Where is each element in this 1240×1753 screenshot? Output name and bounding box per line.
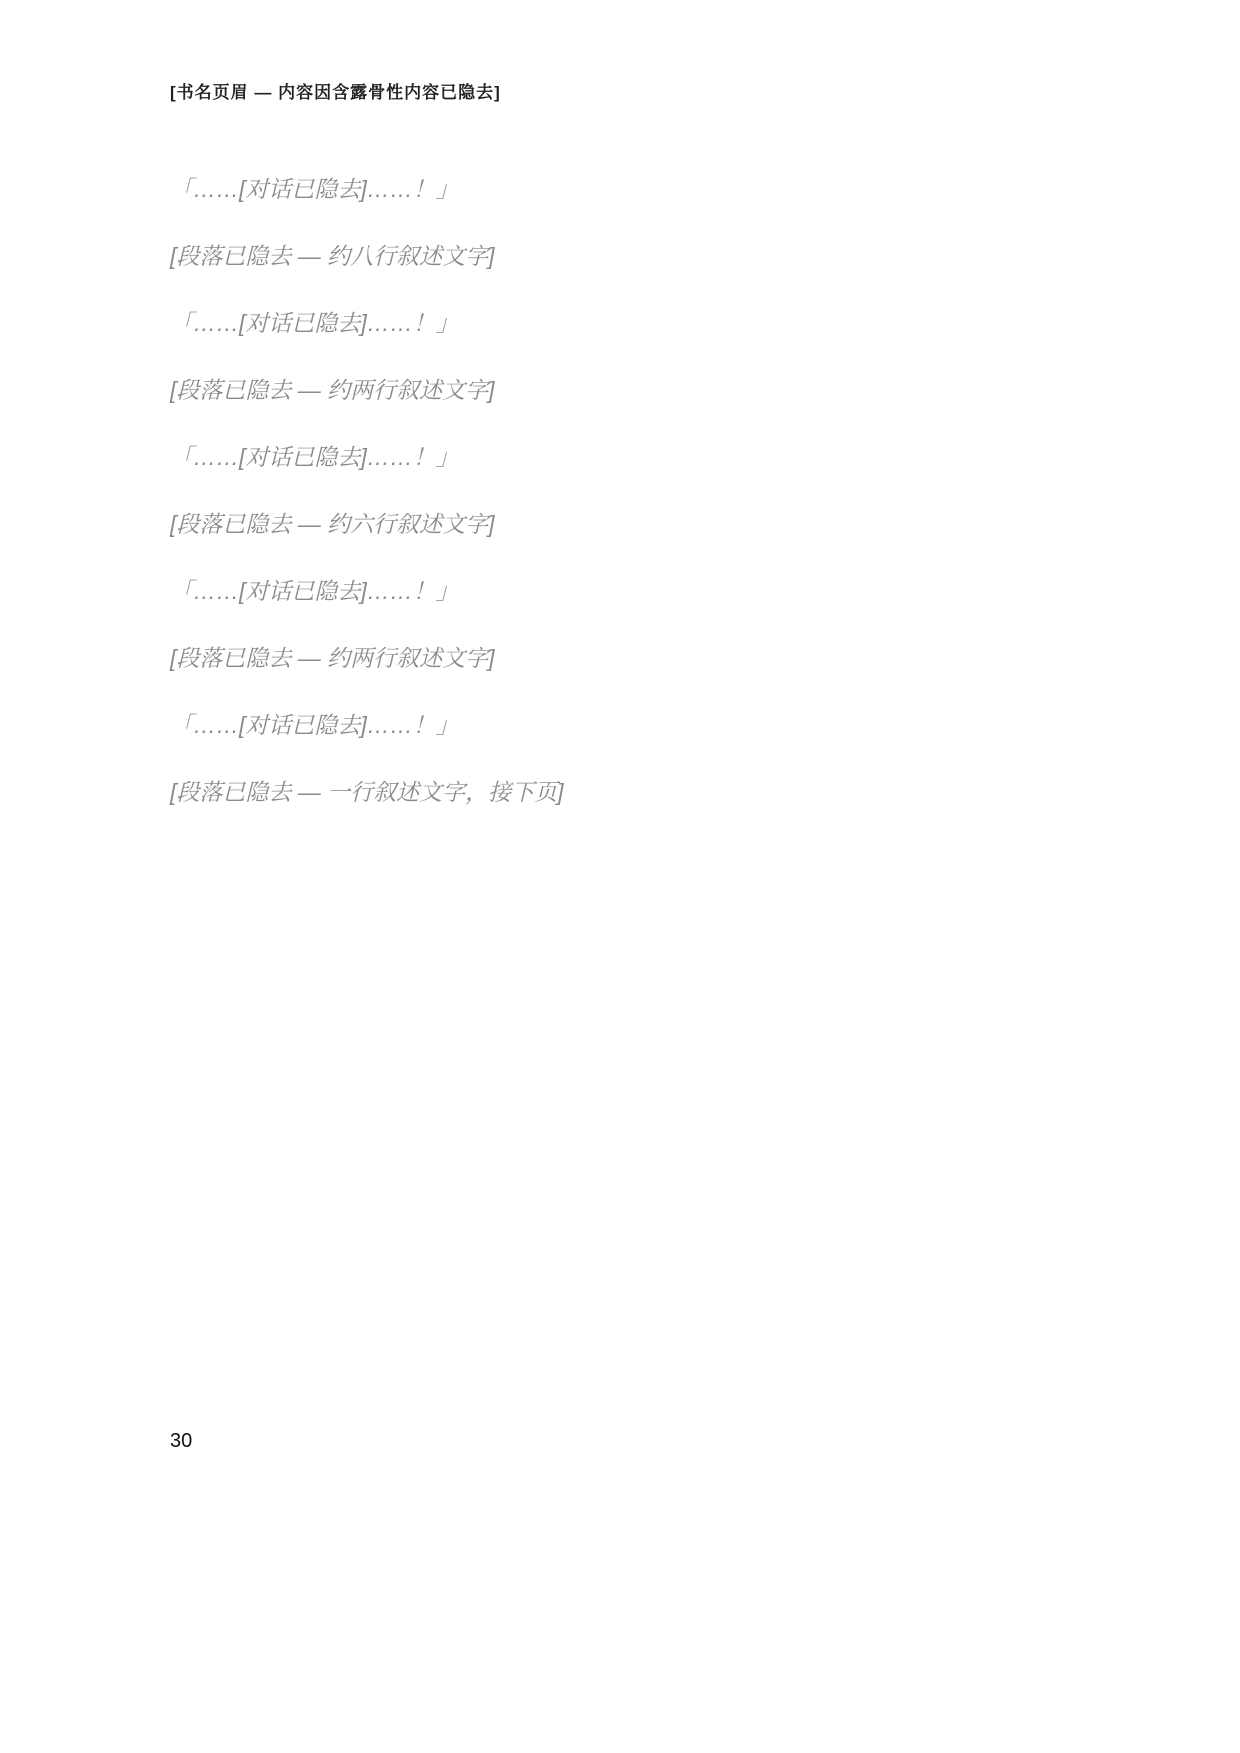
page-number: 30 bbox=[170, 1430, 193, 1452]
paragraph-narration: [段落已隐去 — 约两行叙述文字] bbox=[170, 377, 495, 403]
body-text-container bbox=[170, 161, 1120, 821]
paragraph-dialogue: 「……[对话已隐去]……！」 bbox=[170, 578, 459, 604]
paragraph-dialogue: 「……[对话已隐去]……！」 bbox=[170, 712, 459, 738]
paragraph-narration: [段落已隐去 — 一行叙述文字，接下页] bbox=[170, 779, 564, 805]
paragraph-narration: [段落已隐去 — 约两行叙述文字] bbox=[170, 645, 495, 671]
paragraph-dialogue: 「……[对话已隐去]……！」 bbox=[170, 310, 459, 336]
paragraph-dialogue: 「……[对话已隐去]……！」 bbox=[170, 176, 459, 202]
paragraph-narration: [段落已隐去 — 约六行叙述文字] bbox=[170, 511, 495, 537]
paragraph-dialogue: 「……[对话已隐去]……！」 bbox=[170, 444, 459, 470]
page-header-title: [书名页眉 — 内容因含露骨性内容已隐去] bbox=[170, 83, 501, 102]
paragraph-narration: [段落已隐去 — 约八行叙述文字] bbox=[170, 243, 495, 269]
